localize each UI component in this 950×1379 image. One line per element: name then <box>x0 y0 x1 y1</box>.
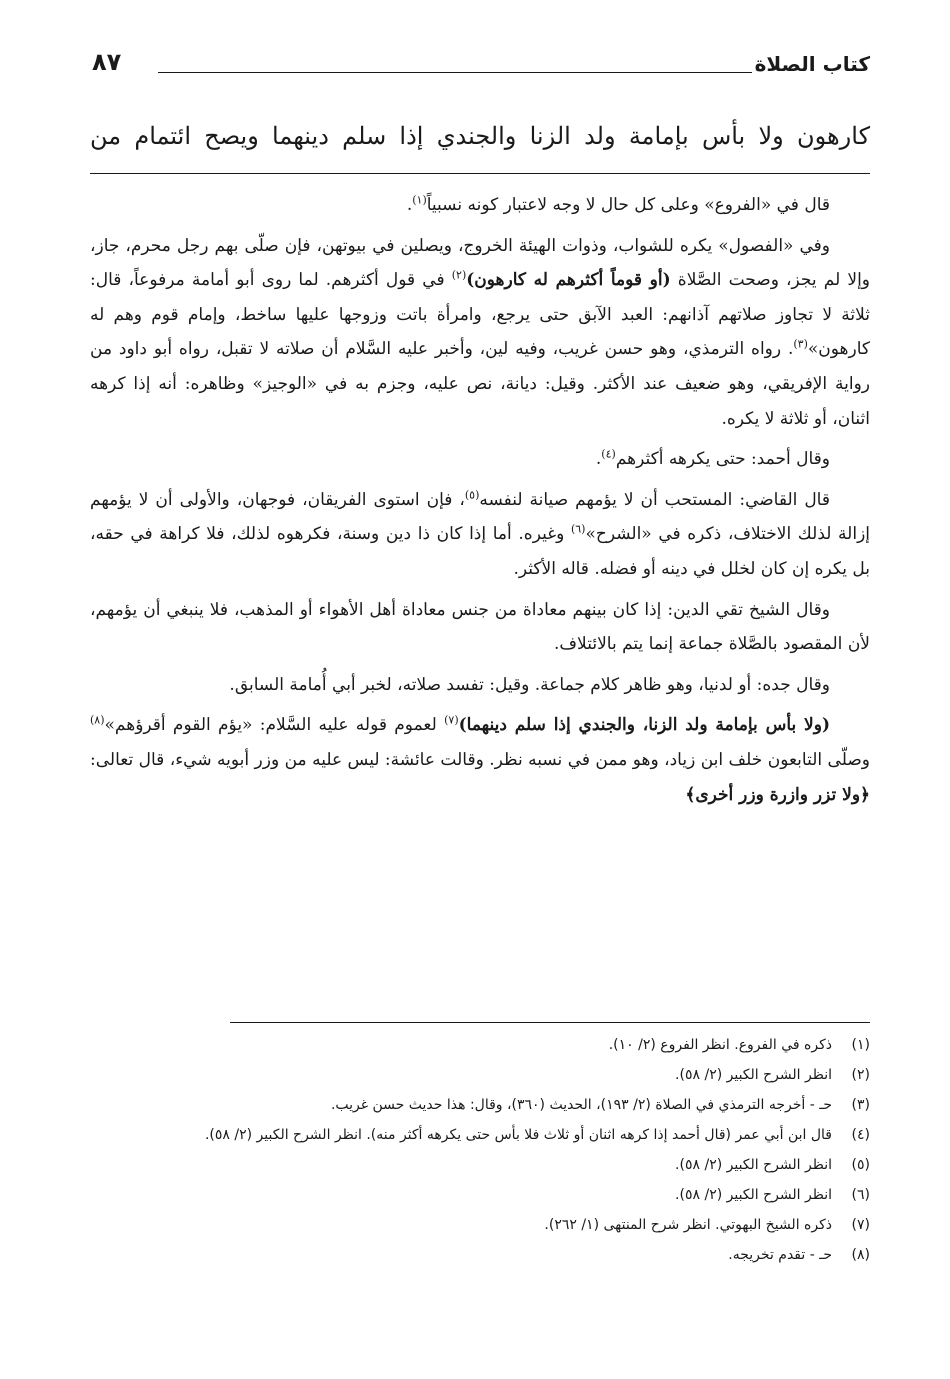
footnote <box>90 1120 870 1150</box>
commentary-text: لعموم قوله عليه السَّلام: «يؤم القوم أقرؤهم» <box>104 715 445 736</box>
footnote <box>90 1060 870 1090</box>
footnote-ref: (٧) <box>444 713 459 727</box>
header-rule <box>158 72 752 73</box>
page-header <box>90 48 870 84</box>
footnote-text: انظر الشرح الكبير (٢/ ٥٨). <box>675 1187 832 1203</box>
book-page <box>90 40 870 1340</box>
commentary-paragraph <box>90 442 870 477</box>
matn-quote: ﴿ولا تزر وازرة وزر أخرى﴾ <box>685 784 870 805</box>
footnote <box>90 1240 870 1270</box>
footnote-number: (٣) <box>851 1097 870 1113</box>
commentary-paragraph <box>90 483 870 587</box>
matn-separator <box>90 173 870 174</box>
matn-quote: (أو قوماً أكثرهم له كارهون) <box>466 270 671 291</box>
footnote-ref: (١) <box>412 193 427 207</box>
footnote-ref: (٥) <box>464 488 480 502</box>
matn-quote: (ولا بأس بإمامة ولد الزنا، والجندي إذا سلم دينهما) <box>458 715 830 736</box>
footnote-text: حـ - تقدم تخريجه. <box>728 1247 832 1263</box>
matn-text <box>90 106 870 166</box>
commentary-paragraph <box>90 593 870 662</box>
footnote-ref: (٨) <box>90 713 105 727</box>
commentary-text: ، فإن استوى الفريقان، فوجهان، والأولى أن لا يؤمهم إزالة لذلك الاختلاف، ذكره في «الشرح» <box>90 489 871 545</box>
footnote-ref: (٢) <box>451 268 467 282</box>
footnotes <box>90 1030 870 1270</box>
commentary-text: . <box>595 449 602 470</box>
commentary-text: وصلّى التابعون خلف ابن زياد، وهو ممن في نسبه نظر. وقالت عائشة: ليس عليه من وزر أبويه شيء، قال تعالى: <box>90 749 870 770</box>
footnote-text: ذكره في الفروع. انظر الفروع (٢/ ١٠). <box>608 1037 832 1053</box>
footnote <box>90 1030 870 1060</box>
footnote-ref: (٤) <box>601 447 616 461</box>
commentary-text: قال القاضي: المستحب أن لا يؤمهم صيانة لنفسه <box>479 489 830 510</box>
commentary-paragraph <box>90 708 870 812</box>
footnote-number: (٦) <box>851 1187 870 1203</box>
footnote-number: (٤) <box>851 1127 870 1143</box>
footnote-text: قال ابن أبي عمر (قال أحمد إذا كرهه اثنان أو ثلاث فلا بأس حتى يكرهه أكثر منه). انظر الشرح الكبير (٢/ ٥٨). <box>204 1127 832 1143</box>
commentary-text: وقال أحمد: حتى يكرهه أكثرهم <box>615 449 830 470</box>
commentary-text: . <box>406 195 413 215</box>
footnote-number: (٧) <box>851 1217 870 1233</box>
running-title: كتاب الصلاة <box>754 52 870 76</box>
footnote-text: ذكره الشيخ البهوتي. انظر شرح المنتهى (١/ ٢٦٢). <box>544 1217 832 1233</box>
footnote <box>90 1210 870 1240</box>
commentary-text: وفي «الفصول» يكره للشواب، وذوات الهيئة الخروج، ويصلين في بيوتهن، فإن صلّى بهم رجل محرم، جاز، وإلا لم يجز، وصحت الصَّلاة <box>90 235 871 291</box>
footnote-text: حـ - أخرجه الترمذي في الصلاة (٢/ ١٩٣)، الحديث (٣٦٠)، وقال: هذا حديث حسن غريب. <box>330 1097 832 1113</box>
footnote-number: (١) <box>851 1037 870 1053</box>
matn-line: كارهون ولا بأس بإمامة ولد الزنا والجندي إذا سلم دينهما ويصح ائتمام من <box>90 122 870 150</box>
commentary-body <box>90 188 870 818</box>
commentary-paragraph <box>90 188 870 223</box>
footnote-number: (٢) <box>851 1067 870 1083</box>
footnote <box>90 1180 870 1210</box>
commentary-text: وقال الشيخ تقي الدين: إذا كان بينهم معاداة من جنس معاداة أهل الأهواء أو المذهب، فلا ينبغي أن يؤمهم، لأن المقصود بالصَّلاة جماعة إنما يتم بالائتلاف. <box>90 599 870 655</box>
page-number: ٨٧ <box>92 48 122 76</box>
commentary-paragraph <box>90 229 870 437</box>
footnote-ref: (٣) <box>793 337 808 351</box>
footnote-text: انظر الشرح الكبير (٢/ ٥٨). <box>675 1067 832 1083</box>
commentary-paragraph <box>90 668 870 703</box>
footnote-text: انظر الشرح الكبير (٢/ ٥٨). <box>675 1157 832 1173</box>
commentary-text: . رواه الترمذي، وهو حسن غريب، وفيه لين، وأخبر عليه السَّلام أن صلاته لا تقبل، رواه أبو داود من رواية الإفريقي، وهو ضعيف عند الأكثر. وقيل: ديانة، نص عليه، وجزم به في «الوجيز» وظاهره: أنه إذا كرهه اثنان، أو ثلاثة لا يكره. <box>90 339 870 429</box>
footnote-number: (٨) <box>851 1247 870 1263</box>
footnote-number: (٥) <box>851 1157 870 1173</box>
commentary-text: في قول أكثرهم. لما روى أبو أمامة مرفوعاً، قال: ثلاثة لا تجاوز صلاتهم آذانهم: العبد الآبق حتى يرجع، وامرأة باتت وزوجها عليها ساخط، وإمام قوم وهم له كارهون» <box>90 270 870 360</box>
footnote <box>90 1150 870 1180</box>
footnote <box>90 1090 870 1120</box>
footnote-separator <box>230 1022 870 1023</box>
commentary-text: وقال جده: أو لدنيا، وهو ظاهر كلام جماعة. وقيل: تفسد صلاته، لخبر أبي أُمامة السابق. <box>229 674 830 695</box>
footnote-ref: (٦) <box>570 522 586 536</box>
commentary-text: قال في «الفروع» وعلى كل حال لا وجه لاعتبار كونه نسبياً <box>426 195 830 215</box>
commentary-text: وغيره. أما إذا كان ذا دين وسنة، فكرهوه لذلك، فلا كراهة في حقه، بل يكره إن كان لخلل في دينه أو فضله. قاله الأكثر. <box>90 524 870 579</box>
